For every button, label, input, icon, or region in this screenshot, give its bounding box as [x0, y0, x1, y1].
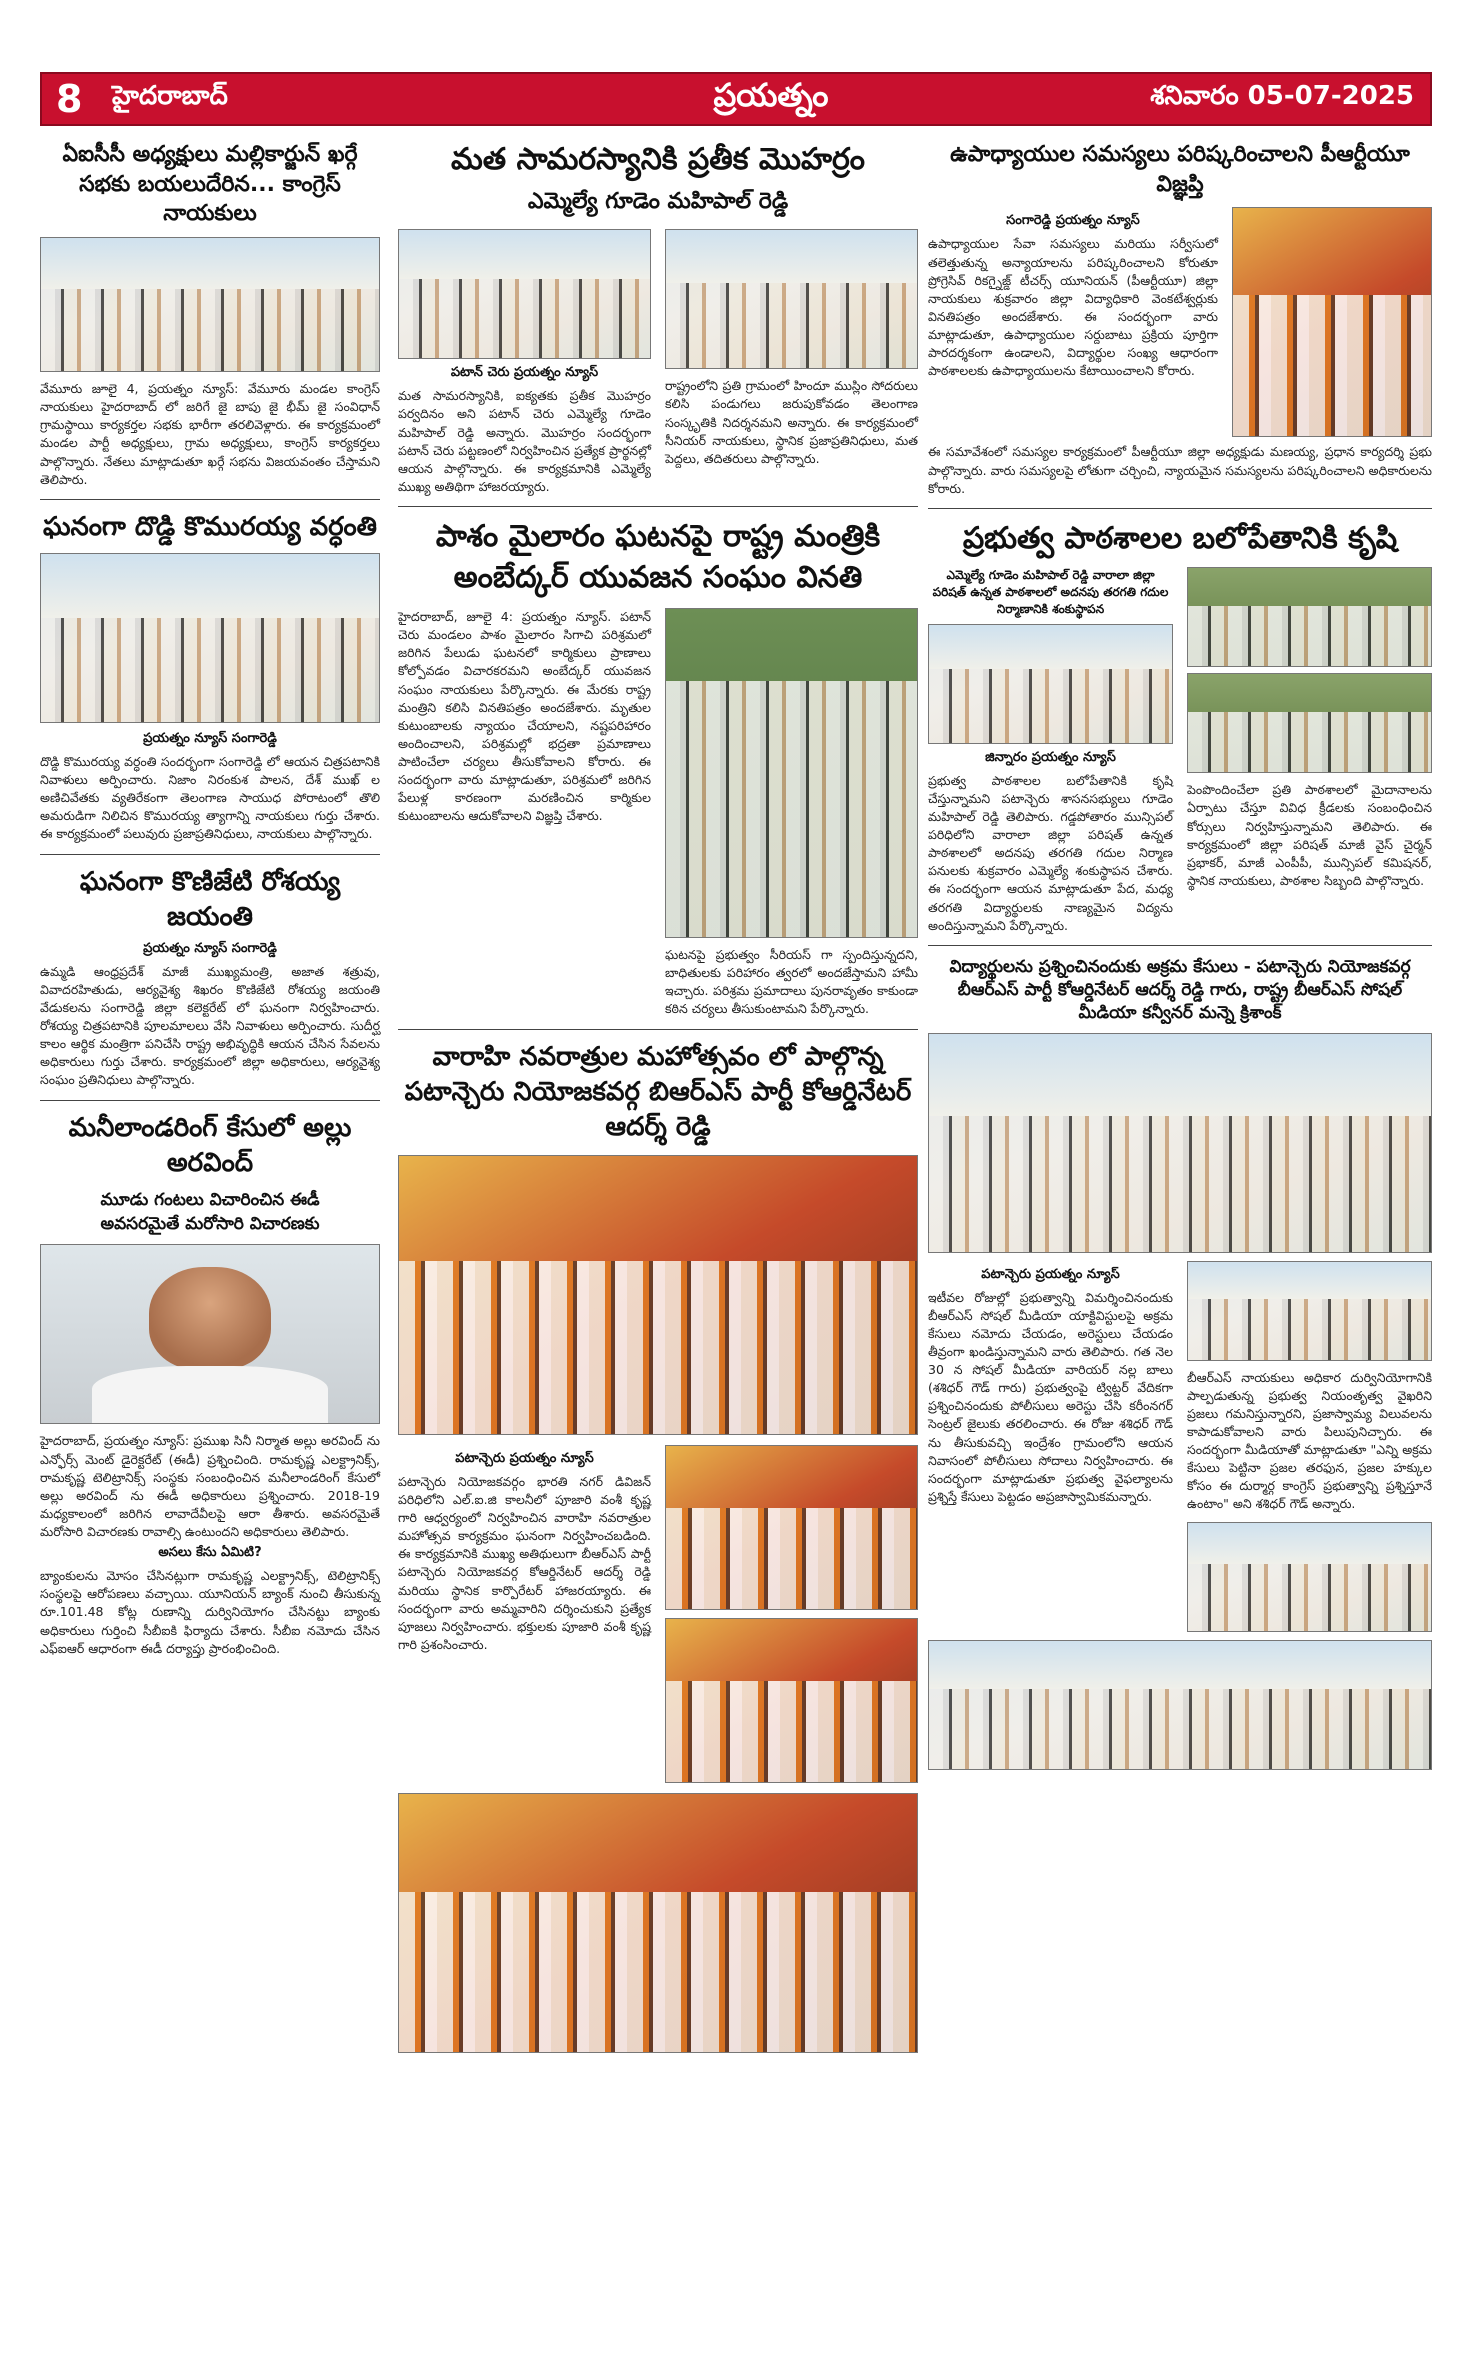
- issue-date: శనివారం 05-07-2025: [1150, 81, 1414, 111]
- allu-aravind-photo: [40, 1244, 380, 1424]
- article-varahi-headline: వారాహి నవరాత్రుల మహోత్సవం లో పాల్గొన్న పటాన్చెరు నియోజకవర్గ బిఆర్ఎస్ పార్టీ కోఆర్డినేటర్ ఆదర్శ్ రెడ్డి: [404, 1041, 912, 1142]
- article-komuraiah-headline: ఘనంగా దొడ్డి కొమురయ్య వర్ధంతి: [42, 511, 378, 542]
- article-komuraiah-body: దొడ్డి కొమురయ్య వర్ధంతి సందర్భంగా సంగారెడ్డి లో ఆయన చిత్రపటానికి నివాళులు అర్పించారు. నిజాం నిరంకుశ పాలన, దేశ్ ముఖ్ ల అణిచివేతకు వ్యతిరేకంగా తెలంగాణ సాయుధ పోరాటంలో తొలి అమరుడిగా నిలిచిన కొమురయ్య త్యాగాన్ని నాయకులు గుర్తు చేశారు. ఈ కార్యక్రమంలో పలువురు ప్రజాప్రతినిధులు, నాయకులు పాల్గొన్నారు.: [40, 753, 380, 842]
- brs-press-photo-main: [928, 1033, 1432, 1253]
- article-pasham-headline: పాశం మైలారం ఘటనపై రాష్ట్ర మంత్రికి అంబేద్కర్ యువజన సంఘం వినతి: [435, 519, 881, 595]
- schools-photo-3: [1187, 673, 1432, 773]
- article-rosaiah-body: ఉమ్మడి ఆంధ్రప్రదేశ్ మాజీ ముఖ్యమంత్రి, అజాత శత్రువు, వివాదరహితుడు, ఆర్యవైశ్య శిఖరం కొణిజేటి రోశయ్య జయంతి వేడుకలను సంగారెడ్డి జిల్లా కలెక్టరేట్ లో ఘనంగా నిర్వహించారు. రోశయ్య చిత్రపటానికి పూలమాలలు వేసి నివాళులు అర్పించారు. సుదీర్ఘ కాలం ఆర్థిక మంత్రిగా పనిచేసి రాష్ట్ర అభివృద్ధికి ఆయన చేసిన సేవలను అధికారులు గుర్తు చేశారు. కార్యక్రమంలో జిల్లా అధికారులు, ఆర్యవైశ్య సంఘం ప్రతినిధులు పాల్గొన్నారు.: [40, 963, 380, 1088]
- page-header: [40, 72, 1432, 126]
- kharge-photo: [40, 237, 380, 372]
- article-kharge-body: వేమూరు జూలై 4, ప్రయత్నం న్యూస్: వేమూరు మండల కాంగ్రెస్ నాయకులు హైదరాబాద్ లో జరిగే జై బాపు జై భీమ్ జై సంవిధాన్ గ్రామస్థాయి కార్యకర్తల సభకు భారీగా తరలివెళ్లారు. ఈ కార్యక్రమంలో మండల పార్టీ అధ్యక్షులు, గ్రామ అధ్యక్షులు, కాంగ్రెస్ కార్యకర్తలు పాల్గొన్నారు. నేతలు మాట్లాడుతూ ఖర్గే సభను విజయవంతం చేస్తామని తెలిపారు.: [40, 381, 380, 487]
- section-city: హైదరాబాద్: [112, 81, 228, 111]
- divider: [398, 1029, 918, 1030]
- divider: [40, 499, 380, 500]
- varahi-puja-photo-main: [398, 1155, 918, 1435]
- schools-photo-1: [928, 624, 1173, 744]
- article-prtu-body: ఉపాధ్యాయుల సేవా సమస్యలు మరియు సర్వీసులో తలెత్తుతున్న అన్యాయాలను పరిష్కరించాలని కోరుతూ ప్రోగ్రెసివ్ రికగ్నైజ్డ్ టీచర్స్ యూనియన్ (పీఆర్టీయూ) జిల్లా నాయకులు శుక్రవారం జిల్లా విద్యాధికారి వెంకటేశ్వర్లుకు వినతిపత్రం అందజేశారు. ఈ సందర్భంగా వారు మాట్లాడుతూ, ఉపాధ్యాయుల సర్దుబాటు ప్రక్రియ పూర్తిగా పారదర్శకంగా ఉండాలని, విద్యార్థుల సంఖ్య ఆధారంగా పాఠశాలలకు ఉపాధ్యాయులను కేటాయించాలని కోరారు.: [928, 236, 1218, 379]
- article-schools-subhead: ఎమ్మెల్యే గూడెం మహిపాల్ రెడ్డి వారాలా జిల్లా పరిషత్ ఉన్నత పాఠశాలలో అదనపు తరగతి గదుల నిర్మాణానికి శంకుస్థాపన: [932, 568, 1169, 616]
- masthead: ప్రయత్నం: [713, 76, 829, 114]
- brs-press-photo-4: [928, 1640, 1432, 1770]
- divider: [40, 854, 380, 855]
- divider: [398, 506, 918, 507]
- article-brs-byline: పటాన్చెరు ప్రయత్నం న్యూస్: [981, 1266, 1120, 1282]
- article-aravind-headline: మనీలాండరింగ్ కేసులో అల్లు అరవింద్: [68, 1112, 352, 1178]
- article-varahi-body: పటాన్చెరు నియోజకవర్గం భారతి నగర్ డివిజన్ పరిధిలోని ఎల్.ఐ.జి కాలనీలో పూజారి వంశీ కృష్ణ గారి ఆధ్వర్యంలో నిర్వహించిన వారాహి నవరాత్రుల మహోత్సవ కార్యక్రమం ఘనంగా నిర్వహించబడింది. ఈ కార్యక్రమానికి ముఖ్య అతిథులుగా బీఆర్ఎస్ పార్టీ పటాన్చెరు నియోజకవర్గ కోఆర్డినేటర్ ఆదర్శ్ రెడ్డి మరియు స్థానిక కార్పొరేటర్ హాజరయ్యారు. ఈ సందర్భంగా వారు అమ్మవారిని దర్శించుకుని ప్రత్యేక పూజలు నిర్వహించారు. భక్తులకు పూజారి వంశీ కృష్ణ గారి ప్రశంసించారు.: [398, 1473, 651, 1652]
- article-brs-headline: విద్యార్థులను ప్రశ్నించినందుకు అక్రమ కేసులు - పటాన్చెరు నియోజకవర్గ బీఆర్ఎస్ పార్టీ కోఆర్డినేటర్ ఆదర్శ్ రెడ్డి గారు, రాష్ట్ర బీఆర్ఎస్ సోషల్ మీడియా కన్వీనర్ మన్నె క్రిశాంక్: [949, 956, 1411, 1023]
- muharram-photo-2: [665, 229, 918, 369]
- article-muharram-byline: పటాన్ చెరు ప్రయత్నం న్యూస్: [450, 365, 599, 381]
- brs-press-photo-3: [1187, 1522, 1432, 1632]
- varahi-puja-photo-group: [398, 1793, 918, 2053]
- pasham-memorandum-photo: [665, 608, 918, 938]
- muharram-photo-1: [398, 229, 651, 359]
- brs-press-photo-2: [1187, 1261, 1432, 1361]
- article-prtu-body-2: ఈ సమావేశంలో సమస్యల కార్యక్రమంలో పీఆర్టీయూ జిల్లా అధ్యక్షుడు మణయ్య, ప్రధాన కార్యదర్శి ప్రభు పాల్గొన్నారు. వారు సమస్యలపై లోతుగా చర్చించి, న్యాయమైన సమస్యలను పరిష్కరించాలని అధికారులను కోరారు.: [928, 444, 1432, 496]
- varahi-puja-photo-3: [665, 1618, 918, 1783]
- column-left: [40, 140, 380, 1658]
- article-muharram-headline: మత సామరస్యానికి ప్రతీక మొహర్రం: [451, 142, 865, 177]
- article-aravind-body: హైదరాబాద్, ప్రయత్నం న్యూస్: ప్రముఖ సినీ నిర్మాత అల్లు అరవింద్ ను ఎన్ఫోర్స్ మెంట్ డైరెక్టరేట్ (ఈడీ) ప్రశ్నించింది. రామకృష్ణ ఎలక్ట్రానిక్స్, రామకృష్ణ టెలిట్రానిక్స్ సంస్థకు సంబంధించిన మనీలాండరింగ్ కేసులో అల్లు అరవింద్ ను ఈడీ అధికారులు ప్రశ్నించారు. 2018-19 మధ్యకాలంలో జరిగిన లావాదేవీలపై ఆరా తీశారు. అవసరమైతే మరోసారి విచారణకు రావాల్సి ఉంటుందని అధికారులు తెలిపారు.: [40, 1433, 380, 1539]
- article-brs-body-right: బీఆర్ఎస్ నాయకులు అధికార దుర్వినియోగానికి పాల్పడుతున్న ప్రభుత్వ నియంతృత్వ వైఖరిని ప్రజలు గమనిస్తున్నారని, ప్రజాస్వామ్య విలువలను కాపాడుకోవాలని వారు పిలుపునిచ్చారు. ఈ సందర్భంగా మీడియాతో మాట్లాడుతూ "ఎన్ని అక్రమ కేసులు పెట్టినా ప్రజల తరఫున, ప్రజల హక్కుల కోసం ఈ దుర్మార్గ కాంగ్రెస్ ప్రభుత్వాన్ని ప్రశ్నిస్తూనే ఉంటాం" అని శశిధర్ గౌడ్ అన్నారు.: [1187, 1369, 1432, 1512]
- article-pasham-body-right: ఘటనపై ప్రభుత్వం సీరియస్ గా స్పందిస్తున్నదని, బాధితులకు పరిహారం త్వరలో అందజేస్తామని హామీ ఇచ్చారు. పరిశ్రమ ప్రమాదాలు పునరావృతం కాకుండా కఠిన చర్యలు తీసుకుంటామని పేర్కొన్నారు.: [665, 947, 918, 1017]
- column-right: [928, 140, 1432, 1770]
- article-kharge-headline: ఏఐసీసీ అధ్యక్షులు మల్లికార్జున్ ఖర్గే సభకు బయలుదేరిన... కాంగ్రెస్ నాయకులు: [62, 142, 358, 227]
- article-prtu-headline: ఉపాధ్యాయుల సమస్యలు పరిష్కరించాలని పీఆర్టీయూ విజ్ఞప్తి: [950, 142, 1410, 197]
- article-prtu-byline: సంగారెడ్డి ప్రయత్నం న్యూస్: [1006, 213, 1140, 229]
- article-aravind-body-2: బ్యాంకులను మోసం చేసినట్లుగా రామకృష్ణ ఎలక్ట్రానిక్స్, టెలిట్రానిక్స్ సంస్థలపై ఆరోపణలు వచ్చాయి. యూనియన్ బ్యాంక్ నుంచి తీసుకున్న రూ.101.48 కోట్ల రుణాన్ని దుర్వినియోగం చేసినట్టు బ్యాంకు అధికారులు గుర్తించి సీబీఐకి ఫిర్యాదు చేశారు. సీబీఐ నమోదు చేసిన ఎఫ్ఐఆర్ ఆధారంగా ఈడీ దర్యాప్తు ప్రారంభించింది.: [40, 1568, 380, 1656]
- article-brs-body: ఇటీవల రోజుల్లో ప్రభుత్వాన్ని విమర్శించినందుకు బీఆర్ఎస్ సోషల్ మీడియా యాక్టివిస్టులపై అక్రమ కేసులు నమోదు చేయడం, అరెస్టులు చేయడం తీవ్రంగా ఖండిస్తున్నామని వారు తెలిపారు. గత నెల 30 న సోషల్ మీడియా వారియర్ నల్ల బాలు (శశిధర్ గౌడ్ గారు) ప్రభుత్వంపై ట్విట్టర్ వేదికగా ప్రశ్నించినందుకు పోలీసులు అరెస్టు చేసి కరీంనగర్ సెంట్రల్ జైలుకు తరలించారు. ఈ రోజు శశిధర్ గౌడ్ ను తీసుకువచ్చి ఇంద్రేశం గ్రామంలోని ఆయన నివాసంలో పోలీసులు సోదాలు నిర్వహించారు. ఈ సందర్భంగా మాట్లాడుతూ ప్రభుత్వ వైఫల్యాలను ప్రశ్నిస్తే కేసులు పెట్టడం అప్రజాస్వామికమన్నారు.: [928, 1289, 1173, 1504]
- article-muharram-body-left: మత సామరస్యానికి, ఐక్యతకు ప్రతీక మొహర్రం పర్వదినం అని పటాన్ చెరు ఎమ్మెల్యే గూడెం మహిపాల్ రెడ్డి అన్నారు. మొహర్రం సందర్భంగా పటాన్ చెరు పట్టణంలో నిర్వహించిన ప్రత్యేక ప్రార్థనల్లో ఆయన పాల్గొన్నారు. ఈ కార్యక్రమానికి ఎమ్మెల్యే ముఖ్య అతిథిగా హాజరయ్యారు.: [398, 388, 651, 494]
- prtu-statue-photo: [1232, 207, 1432, 437]
- article-aravind-question: అసలు కేసు ఏమిటి?: [158, 1545, 262, 1561]
- article-schools-body: ప్రభుత్వ పాఠశాలల బలోపేతానికి కృషి చేస్తున్నామని పటాన్చెరు శాసనసభ్యులు గూడెం మహిపాల్ రెడ్డి తెలిపారు. గడ్డపోతారం మున్సిపల్ పరిధిలోని వారాలా జిల్లా పరిషత్ ఉన్నత పాఠశాలలో అదనపు తరగతి గదుల నిర్మాణ పనులకు శుక్రవారం ఎమ్మెల్యే శంకుస్థాపన చేశారు. ఈ సందర్భంగా ఆయన మాట్లాడుతూ పేద, మధ్య తరగతి విద్యార్థులకు నాణ్యమైన విద్యను అందిస్తున్నామని పేర్కొన్నారు.: [928, 772, 1173, 933]
- komuraiah-photo: [40, 553, 380, 723]
- article-schools-headline: ప్రభుత్వ పాఠశాలల బలోపేతానికి కృషి: [962, 520, 1398, 556]
- article-komuraiah-byline: ప్రయత్నం న్యూస్ సంగారెడ్డి: [143, 730, 277, 746]
- divider: [928, 945, 1432, 946]
- divider: [40, 1100, 380, 1101]
- page-number: 8: [56, 77, 83, 121]
- article-varahi-byline: పటాన్చెరు ప్రయత్నం న్యూస్: [455, 1450, 594, 1466]
- column-center: [398, 140, 918, 2053]
- article-rosaiah-headline: ఘనంగా కొణిజేటి రోశయ్య జయంతి: [79, 866, 341, 932]
- varahi-puja-photo-2: [665, 1445, 918, 1610]
- article-schools-byline: జిన్నారం ప్రయత్నం న్యూస్: [985, 749, 1116, 765]
- divider: [928, 508, 1432, 509]
- article-schools-body-right: పెంపొందించేలా ప్రతి పాఠశాలలో మైదానాలను ఏర్పాటు చేస్తూ వివిధ క్రీడలకు సంబంధించిన కోర్సులు నిర్వహిస్తున్నామని తెలిపారు. ఈ కార్యక్రమంలో జిల్లా పరిషత్ మాజీ వైస్ చైర్మన్ ప్రభాకర్, మాజీ ఎంపీపీ, మున్సిపల్ కమిషనర్, స్థానిక నాయకులు, పాఠశాల సిబ్బంది పాల్గొన్నారు.: [1187, 782, 1432, 888]
- article-rosaiah-byline: ప్రయత్నం న్యూస్ సంగారెడ్డి: [143, 940, 277, 956]
- article-pasham-body: హైదరాబాద్, జూలై 4: ప్రయత్నం న్యూస్. పటాన్ చెరు మండలం పాశం మైలారం సిగాచి పరిశ్రమలో జరిగిన పేలుడు ఘటనలో కార్మికులు ప్రాణాలు కోల్పోవడం విచారకరమని అంబేద్కర్ యువజన సంఘం నాయకులు పేర్కొన్నారు. ఈ మేరకు రాష్ట్ర మంత్రిని కలిసి వినతిపత్రం అందజేశారు. మృతుల కుటుంబాలకు న్యాయం చేయాలని, నష్టపరిహారం అందించాలని, పరిశ్రమల్లో భద్రతా ప్రమాణాలు పాటించేలా చర్యలు తీసుకోవాలని కోరారు. ఈ సందర్భంగా వారు మాట్లాడుతూ, పరిశ్రమలో జరిగిన పేలుళ్ల కారణంగా మరణించిన కార్మికుల కుటుంబాలను ఆదుకోవాలని విజ్ఞప్తి చేశారు.: [398, 609, 651, 824]
- article-muharram-body-right: రాష్ట్రంలోని ప్రతి గ్రామంలో హిందూ ముస్లిం సోదరులు కలిసి పండుగలు జరుపుకోవడం తెలంగాణ సంస్కృతికి నిదర్శనమని అన్నారు. ఈ కార్యక్రమంలో సీనియర్ నాయకులు, స్థానిక ప్రజాప్రతినిధులు, మత పెద్దలు, తదితరులు పాల్గొన్నారు.: [665, 378, 918, 466]
- article-muharram-subhead: ఎమ్మెల్యే గూడెం మహిపాల్ రెడ్డి: [527, 188, 789, 214]
- article-aravind-subhead: మూడు గంటలు విచారించిన ఈడీ అవసరమైతే మరోసారి విచారణకు: [100, 1189, 320, 1234]
- schools-photo-2: [1187, 567, 1432, 667]
